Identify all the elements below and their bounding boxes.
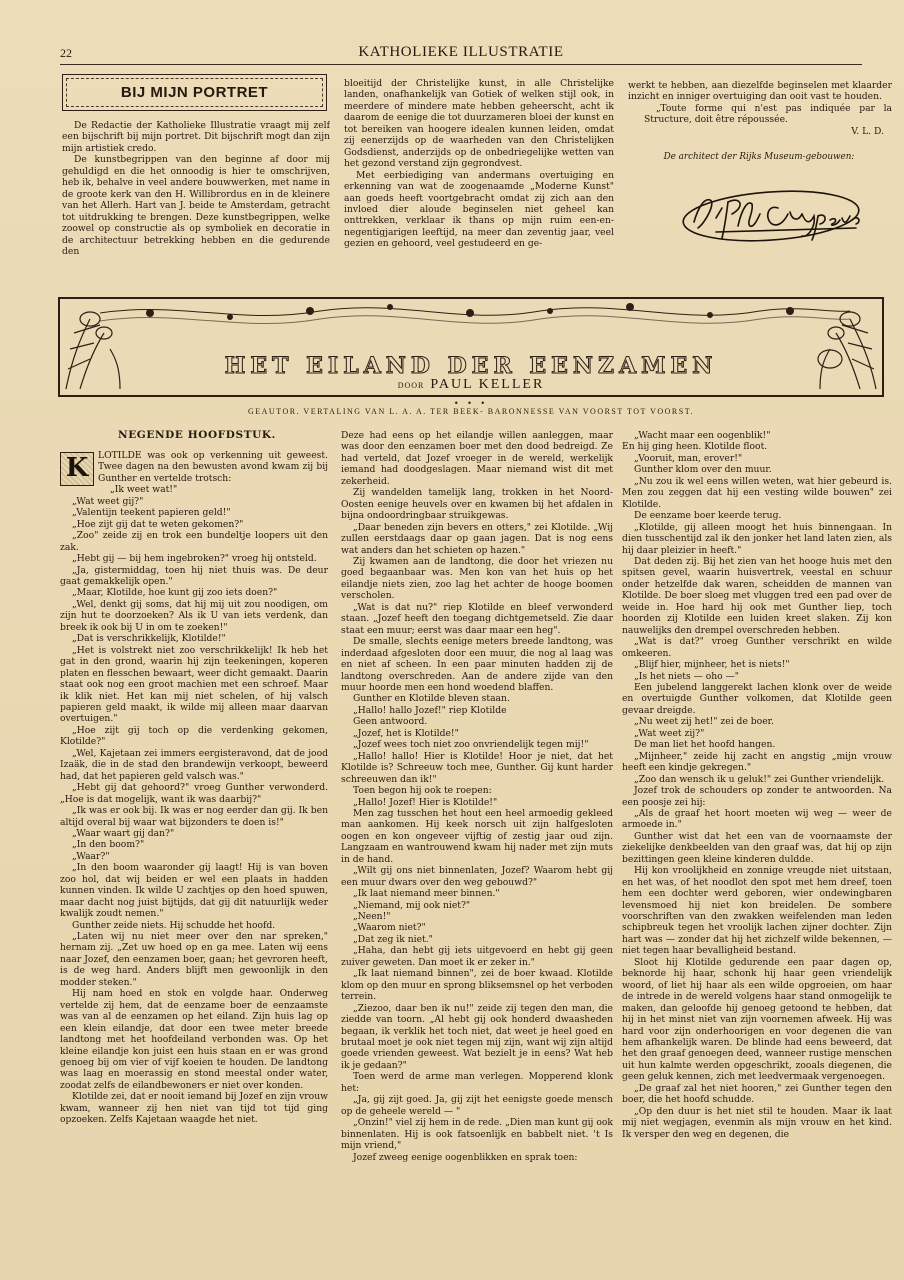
paragraph: „Ik laat niemand meer binnen." [353, 888, 500, 900]
paragraph: „Wel, denkt gij soms, dat hij mij uit zou noodigen, om zijn hut te doorzoeken? Als ik U van iets verdenk, dan breek ik ook bij U in om te zoeken!" [60, 598, 328, 633]
paragraph: De Redactie der Katholieke Illustratie vraagt mij zelf een bijschrift bij mijn portret. Dit bijschrift mogt dan zijn mijn artistiek credo. [62, 120, 330, 154]
paragraph: „Als de graaf het hoort moeten wij weg — weer de armoede in." [622, 807, 892, 831]
paragraph: „Hebt gij — bij hem ingebroken?" vroeg hij ontsteld. [72, 553, 317, 565]
paragraph: „Haha, dan hebt gij iets uitgevoerd en hebt gij geen zuiver geweten. Dan moet ik er zeker in." [341, 945, 613, 968]
paragraph: „Wat is dat?" vroeg Gunther verschrikt en wilde omkeeren. [622, 636, 892, 659]
paragraph: De smalle, slechts eenige meters breede landtong, was inderdaad afgesloten door een muur, die nog al laag was en niet af scheen. In een paar minuten hadden zij de landtong overschreden. Aan de andere zijde van den muur hoorde men een hond woedend blaffen. [341, 636, 613, 693]
paragraph: Hij nam hoed en stok en volgde haar. Onderweg vertelde zij hem, dat de eenzame boer de eenzaamste was van al de eenzamen op het eiland. Zijn huis lag op een klein eilandje, dat door een twee meter breede landtong met het hoofdeiland verbonden was. Op het kleine eilandje kon juist een huis staan en er was grond genoeg bij om vier of vijf koeien te houden. De landtong was laag en moerassig en stond meestal onder water, zoodat zelfs de eilandbewoners er niet over konden. [60, 988, 328, 1091]
paragraph: „Hebt gij dat gehoord?" vroeg Gunther verwonderd. „Hoe is dat mogelijk, want ik was daarbij?" [60, 782, 328, 805]
paragraph: „Neen!" [353, 911, 391, 923]
story-column-3 [622, 430, 892, 1264]
paragraph: Geen antwoord. [353, 716, 428, 728]
paragraph: „Wel, Kajetaan zei immers eergisteravond, dat de jood Izaäk, die in de stad den brandewijn verkoopt, beweerd had, dat het papieren geld valsch was." [60, 747, 328, 782]
drop-cap: K [60, 452, 94, 486]
paragraph: „Dat zeg ik niet." [353, 933, 433, 945]
paragraph: „Daar beneden zijn bevers en otters," zei Klotilde. „Wij zullen eerstdaags daar op gaan jagen. Dat is nog eens wat anders dan het schieten op hazen." [341, 521, 613, 556]
article-title: BIJ MIJN PORTRET [120, 84, 269, 101]
paragraph: Zij kwamen aan de landtong, die door het vriezen nu goed begaanbaar was. Men kon van het huis op het eilandje niets zien, zoo lag het achter de hooge boomen verscholen. [341, 555, 613, 602]
paragraph: „Ik was er ook bij. Ik was er nog eerder dan gij. Ik ben altijd overal bij waar wat bijzonders te doen is!" [60, 805, 328, 828]
paragraph: Jozef trok de schouders op zonder te antwoorden. Na een poosje zei hij: [622, 785, 892, 808]
paragraph: „Jozef, het is Klotilde!" [353, 727, 459, 739]
signature-caption: De architect der Rijks Museum-gebouwen: [663, 152, 855, 162]
paragraph: Gunther wist dat het een van de voornaamste der ziekelijke denkbeelden van den graaf was, dat hij op zijn bezittingen geen kleine kinderen duldde. [622, 830, 892, 865]
paragraph: „Klotilde, gij alleen moogt het huis binnengaan. In dien tusschentijd zal ik den jonker het land laten zien, als hij daar pleizier in heeft." [622, 521, 892, 556]
story-banner [58, 297, 884, 425]
paragraph: Met eerbiediging van andermans overtuiging en erkenning van wat de zoogenaamde „Moderne Kunst" aan goeds heeft voortgebracht omdat zij zich aan den invloed dier aloude beginselen niet geheel kan onttrekken, verklaar ik thans op mijn ruim een-en-negentigjarigen leeftijd, na meer dan zeventig jaar, veel gezien en gehoord, veel gestudeerd en ge- [344, 169, 614, 250]
page-number: 22 [60, 46, 72, 60]
paragraph: „Laten wij nu niet meer over den nar spreken," hernam zij. „Zet uw hoed op en ga mee. Laten wij eens naar Jozef, den eenzamen boer, gaan; het gevroren heeft, is de weg hard. Anders blijft men gewoonlijk in den modder steken." [60, 931, 328, 988]
paragraph: „Wat is dat nu?" riep Klotilde en bleef verwonderd staan. „Jozef heeft den toegang dichtgemetseld. Zie daar staat een muur; eerst was daar maar een heg". [341, 601, 613, 636]
story-column-2 [341, 430, 613, 1264]
paragraph: Een jubelend langgerekt lachen klonk over de weide en overtuigde Gunther volkomen, dat Klotilde geen gevaar dreigde. [622, 681, 892, 716]
paragraph: „Zoo" zeide zij en trok een bundeltje loopers uit den zak. [60, 530, 328, 553]
paragraph: „Wat weet gij?" [72, 495, 144, 507]
paragraph: Klotilde zei, dat er nooit iemand bij Jozef en zijn vrouw kwam, wanneer zij hen niet van tijd tot tijd ging opzoeken. Zelfs Kajetaan waagde het niet. [60, 1091, 328, 1126]
paragraph: „Valentijn teekent papieren geld!" [72, 507, 231, 519]
paragraph: Gunther klom over den muur. [634, 464, 772, 476]
paragraph: „Maar, Klotilde, hoe kunt gij zoo iets doen?" [72, 587, 278, 599]
portrait-article-column-2 [344, 78, 614, 276]
quote: „Toute forme qui n'est pas indiquée par la Structure, doit être répoussée. [644, 102, 892, 126]
paragraph: „Hoe zijt gij dat te weten gekomen?" [72, 518, 244, 530]
paragraph: En hij ging heen. Klotilde floot. [622, 441, 768, 453]
paragraph: „Onzin!" viel zij hem in de rede. „Dien man kunt gij ook binnenlaten. Hij is ook fatsoenlijk en babbelt niet. 't Is mijn vriend," [341, 1117, 613, 1152]
story-author: PAUL KELLER [430, 377, 545, 392]
by-word: DOOR [397, 381, 425, 390]
paragraph: „Is het niets — oho —" [634, 670, 740, 682]
paragraph: „In den boom?" [72, 839, 145, 851]
paragraph: „Hallo! hallo Jozef!" riep Klotilde [353, 704, 507, 716]
story-author-line [60, 377, 882, 393]
paragraph: „Blijf hier, mijnheer, het is niets!" [634, 659, 790, 671]
story-title: HET EILAND DER EENZAMEN [224, 353, 718, 379]
paragraph: LOTILDE was ook op verkenning uit geweest. Twee dagen na den bewusten avond kwam zij bij Gunther en vertelde trotsch: [98, 450, 328, 484]
portrait-article-column-3 [628, 80, 892, 138]
paragraph: Toen werd de arme man verlegen. Mopperend klonk het: [341, 1071, 613, 1094]
paragraph: werkt te hebben, aan diezelfde beginselen met klaarder inzicht en inniger overtuiging dan ooit vast te houden. [628, 80, 892, 103]
paragraph: „Nu weet zij het!" zei de boer. [634, 716, 774, 728]
paragraph: Men zag tusschen het hout een heel armoedig gekleed man aankomen. Hij keek norsch uit zijn halfgesloten oogen en kon ongeveer vijftig of zestig jaar oud zijn. Langzaam en wantrouwend kwam hij nader met zijn muts in de hand. [341, 807, 613, 865]
paragraph: „Mijnheer," zeide hij zacht en angstig „mijn vrouw heeft een kindje gekregen." [622, 750, 892, 774]
paragraph: Sloot hij Klotilde gedurende een paar dagen op, beknorde hij haar, schonk hij haar geen vriendelijk woord, of liet hij haar als een wilde opgroeien, om haar de intrede in de wereld volgens haar stand onmogelijk te maken, dan geloofde hij genoeg getoond te hebben, dat hij in het minst niet van zijn voornemen afweek. Hij was hard voor zijn onderhoorigen en voor degenen die van hem afhankelijk waren. De blinde had eens beweerd, dat het den graaf genoegen deed, wanneer rustige menschen uit hun kalmte werden opgeschrikt, zooals diegenen, die geen geluk kennen, zich met leedvermaak vergenoegen. [622, 956, 892, 1083]
chapter-heading: NEGENDE HOOFDSTUK. [118, 429, 276, 441]
article-title-box [62, 74, 327, 111]
paragraph: „Hallo! hallo! Hier is Klotilde! Hoor je niet, dat het Klotilde is? Schreeuw toch mee, Gunther. Gij kunt harder schreeuwen dan ik!" [341, 750, 613, 785]
paragraph: „Jozef wees toch niet zoo onvriendelijk tegen mij!" [353, 739, 589, 751]
paragraph: „Wat weet zij?" [634, 727, 705, 739]
portrait-article-column-1 [62, 120, 330, 270]
paragraph: De man liet het hoofd hangen. [634, 739, 776, 751]
paragraph: „Wilt gij ons niet binnenlaten, Jozef? Waarom hebt gij een muur dwars over den weg gebouwd?" [341, 865, 613, 888]
paragraph: De kunstbegrippen van den beginne af door mij gehuldigd en die het onnoodig is hier te omschrijven, heb ik, behalve in veel andere bouwwerken, met name in de groote kerk van den H. Willibrordus en in de kleinere van het Allerh. Hart van J. beide te Amsterdam, getracht tot uitdrukking te brengen. Deze kunstbegrippen, welke zoowel op constructie als op symboliek en decoratie in de architectuur betrekking hebben en die gedurende den [62, 154, 330, 257]
paragraph: De eenzame boer keerde terug. [634, 510, 782, 522]
paragraph: „Hoe zijt gij toch op die verdenking gekomen, Klotilde?" [60, 724, 328, 748]
paragraph: „Ik laat niemand binnen", zei de boer kwaad. Klotilde klom op den muur en sprong bliksemsnel op het verboden terrein. [341, 968, 613, 1003]
paragraph: „Hallo! Jozef! Hier is Klotilde!" [353, 796, 498, 808]
paragraph: Toen begon hij ook te roepen: [353, 785, 492, 797]
initials: V. L. D. [851, 125, 884, 137]
paragraph: „Het is volstrekt niet zoo verschrikkelijk! Ik heb het gat in den grond, waarin hij zijn teekeningen, koperen platen en flesschen bewaart, weer dicht gemaakt. Daarin staat ook nog een groot machien met een schroef. Maar ik klik niet. Het kan mij niet schelen, of hij valsch papieren geld maakt, ik wilde mij alleen maar daarvan overtuigen." [60, 644, 328, 725]
paragraph: Deze had eens op het eilandje willen aanleggen, maar was door den eenzamen boer met den dood bedreigd. Ze had verteld, dat Jozef vroeger in de wereld, werkelijk iemand had doodgeslagen. Maar niemand wist dit met zekerheid. [341, 430, 613, 487]
magazine-title: KATHOLIEKE ILLUSTRATIE [358, 44, 564, 60]
story-column-1 [60, 450, 328, 1262]
paragraph: „Nu zou ik wel eens willen weten, wat hier gebeurd is. Men zou zeggen dat hij een vesting wilde bouwen" zei Klotilde. [622, 475, 892, 510]
paragraph: „Waar waart gij dan?" [72, 827, 175, 839]
ornament-dots: • • • [453, 399, 489, 408]
paragraph: „Zoo dan wensch ik u geluk!" zei Gunther vriendelijk. [634, 773, 885, 785]
paragraph: „Waar?" [72, 850, 110, 862]
paragraph: „Waarom niet?" [353, 922, 426, 934]
translation-credit: GEAUTOR. VERTALING VAN L. A. A. TER BEEK- BARONNESSE VAN VOORST TOT VOORST. [247, 407, 694, 416]
page-header [60, 44, 862, 65]
paragraph: Gunther zeide niets. Hij schudde het hoofd. [72, 919, 276, 931]
paragraph: „De graaf zal het niet hooren," zei Gunther tegen den boer, die het hoofd schudde. [622, 1082, 892, 1106]
paragraph: „Op den duur is het niet stil te houden. Maar ik laat mij niet wegjagen, evenmin als mijn vrouw en het kind. Ik versper den weg en degenen, die [622, 1105, 892, 1140]
paragraph: Gunther en Klotilde bleven staan. [353, 693, 510, 705]
paragraph: „Wacht maar een oogenblik!" [634, 430, 771, 441]
paragraph: Zij wandelden tamelijk lang, trokken in het Noord-Oosten eenige heuvels over en kwamen bij het afdalen in bijna ondoordringbaar struikgewas. [341, 487, 613, 522]
paragraph: Hij kon vroolijkheid en zonnige vreugde niet uitstaan, en het was, of het noodlot den spot met hem dreef, toen hem een dochter werd geboren, wier ondewingbaren levensmoed hij niet kon breidelen. De sombere voorschriften van den zwakken weifelenden man leden schipbreuk tegen het vroolijk lachen zijner dochter. Zijn hart was — zonder dat hij het zichzelf wilde bekennen, — niet tegen haar bevalligheid bestand. [622, 865, 892, 957]
banner-frame [58, 297, 884, 397]
paragraph: Dat deden zij. Bij het zien van het hooge huis met den spitsen gevel, waarin huisvertrek, veestal en schuur onder hetzelfde dak waren, scheidden de mannen van Klotilde. De boer sloeg met vluggen tred een pad over de weide in. Hoe hard hij ook met Gunther liep, toch hoorden zij Klotilde een luiden kreet slaken. Zij kon nauwelijks den drempel overschreden hebben. [622, 555, 892, 636]
paragraph: „Vooruit, man, erover!" [634, 452, 743, 464]
paragraph: „Ik weet wat!" [110, 484, 178, 496]
paragraph: Jozef zweeg eenige oogenblikken en sprak toen: [353, 1151, 578, 1163]
paragraph: „Dat is verschrikkelijk, Klotilde!" [72, 633, 226, 645]
signature [676, 178, 866, 248]
paragraph: bloeitijd der Christelijke kunst, in alle Christelijke landen, onafhankelijk van Gotiek of welken stijl ook, in meerdere of mindere mate hebben geheerscht, acht ik daarom de eenige die tot duurzameren bloei der kunst en tot bereiken van hoogere idealen kunnen leiden, omdat zij eenerzijds op de waarheden van den Christelijken Godsdienst, anderzijds op de onbedriegelijke wetten van het gezond verstand zijn gegrondvest. [344, 78, 614, 170]
paragraph: „Ja, gistermiddag, toen hij niet thuis was. De deur gaat gemakkelijk open." [60, 564, 328, 587]
paragraph: „In den boom waaronder gij laagt! Hij is van boven zoo hol, dat wij beiden er wel een plaats in hadden kunnen vinden. Ik wilde U zachtjes op den hoed spuwen, maar dacht nog juist bijtijds, dat gij dit natuurlijk weder kwalijk zoudt nemen." [60, 862, 328, 920]
paragraph: „Ja, gij zijt goed. Ja, gij zijt het eenigste goede mensch op de geheele wereld — " [341, 1094, 613, 1117]
paragraph: „Ziezoo, daar ben ik nu!" zeide zij tegen den man, die ziedde van toorn. „Al hebt gij ook honderd dwaasheden begaan, ik verklik het toch niet, dat weet je heel goed en brutaal moet je ook niet tegen mij zijn, want wij zijn altijd goede vrienden geweest. Wat bezielt je in eens? Wat heb ik je gedaan?" [341, 1002, 613, 1071]
paragraph: „Niemand, mij ook niet?" [353, 899, 471, 911]
